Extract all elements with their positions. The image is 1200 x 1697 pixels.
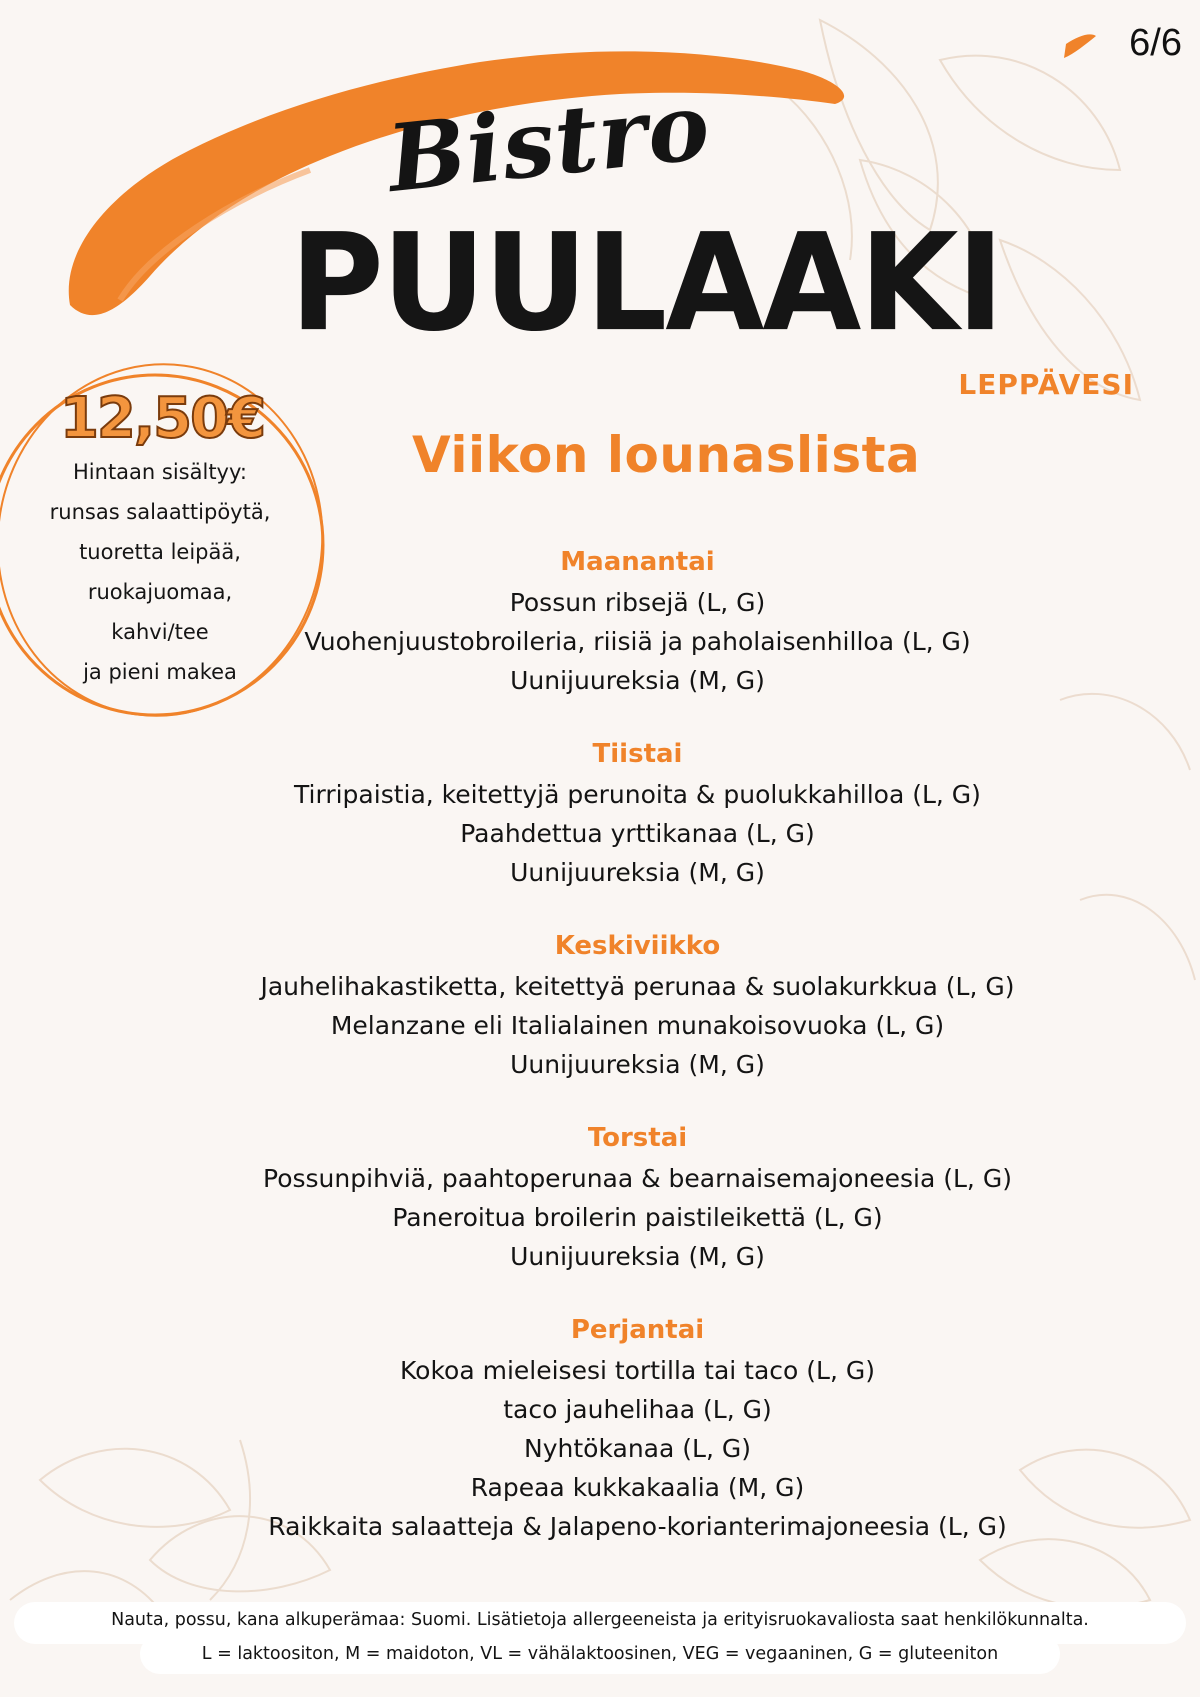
- price-includes-line: kahvi/tee: [111, 620, 209, 644]
- dish: Paneroitua broilerin paistileikettä (L, G): [392, 1203, 883, 1232]
- price-amount: 12,50€: [59, 386, 265, 451]
- dish: Nyhtökanaa (L, G): [524, 1434, 751, 1463]
- day-wednesday: [150, 929, 1125, 1084]
- price-includes-line: runsas salaattipöytä,: [49, 500, 271, 524]
- price-includes-line: ruokajuomaa,: [87, 580, 233, 604]
- day-thursday: [150, 1121, 1125, 1276]
- dish: Melanzane eli Italialainen munakoisovuoka (L, G): [330, 1011, 945, 1040]
- dish: Kokoa mieleisesi tortilla tai taco (L, G): [400, 1356, 875, 1385]
- dish: Paahdettua yrttikanaa (L, G): [460, 819, 815, 848]
- dish: Jauhelihakastiketta, keitettyä perunaa & suolakurkkua (L, G): [260, 972, 1015, 1001]
- menu-title: Viikon lounaslista: [412, 426, 921, 484]
- day-monday: [150, 545, 1125, 700]
- day-tuesday: [150, 737, 1125, 892]
- footer-diet-legend: L = laktoositon, M = maidoton, VL = vähälaktoosinen, VEG = vegaaninen, G = gluteeniton: [201, 1644, 999, 1664]
- dish: Vuohenjuustobroileria, riisiä ja paholaisenhilloa (L, G): [304, 627, 971, 656]
- dish: Rapeaa kukkakaalia (M, G): [470, 1473, 805, 1502]
- dish: Possun ribsejä (L, G): [509, 588, 766, 617]
- dish: Uunijuureksia (M, G): [510, 858, 765, 887]
- dish: Tirripaistia, keitettyjä perunoita & puolukkahilloa (L, G): [294, 780, 981, 809]
- page-number: 6/6: [1129, 22, 1182, 64]
- footer-origin-note: Nauta, possu, kana alkuperämaa: Suomi. Lisätietoja allergeeneista ja erityisruokavaliosta saat henkilökunnalta.: [111, 1610, 1089, 1630]
- dish: taco jauhelihaa (L, G): [503, 1395, 772, 1424]
- day-name: Keskiviikko: [554, 931, 721, 961]
- brand-script-title: Bistro: [382, 71, 716, 213]
- weekly-menu: [150, 545, 1125, 1583]
- price-includes-line: tuoretta leipää,: [79, 540, 241, 564]
- day-name: Perjantai: [570, 1315, 705, 1345]
- dish: Uunijuureksia (M, G): [510, 666, 765, 695]
- dish: Possunpihviä, paahtoperunaa & bearnaisemajoneesia (L, G): [263, 1164, 1012, 1193]
- price-includes-line: Hintaan sisältyy:: [73, 460, 247, 484]
- brand-name: PUULAAKI: [290, 205, 1003, 362]
- brand-location: LEPPÄVESI: [958, 368, 1134, 401]
- price-includes-line: ja pieni makea: [83, 660, 237, 684]
- dish: Uunijuureksia (M, G): [510, 1242, 765, 1271]
- day-name: Torstai: [587, 1123, 688, 1153]
- dish: Uunijuureksia (M, G): [510, 1050, 765, 1079]
- day-friday: [150, 1313, 1125, 1546]
- day-name: Maanantai: [560, 547, 715, 577]
- dish: Raikkaita salaatteja & Jalapeno-korianterimajoneesia (L, G): [268, 1512, 1007, 1541]
- day-name: Tiistai: [592, 739, 683, 769]
